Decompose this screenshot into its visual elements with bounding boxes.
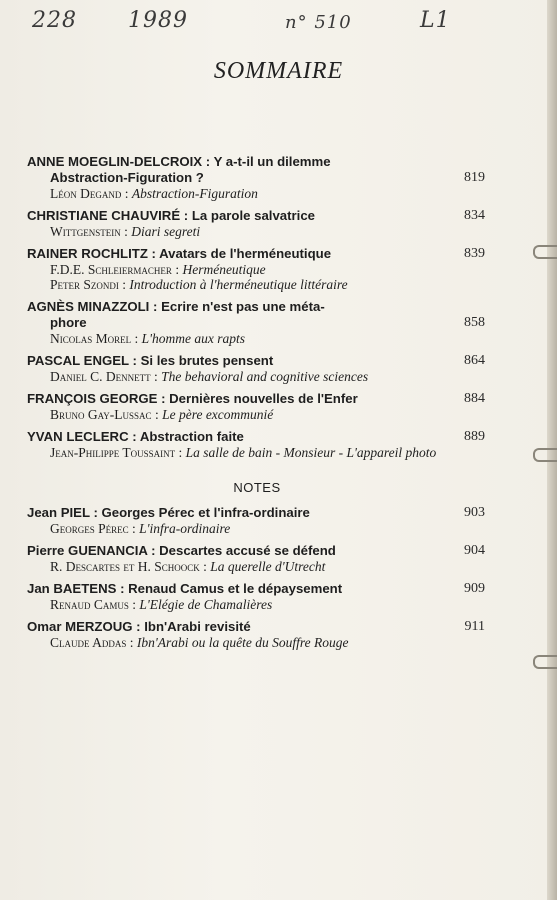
- toc-entry: [27, 505, 487, 536]
- page-number: 911: [464, 619, 485, 634]
- work-title: La salle de bain - Monsieur - L'appareil photo: [185, 445, 437, 460]
- page-number: 884: [464, 391, 485, 406]
- separator: :: [120, 224, 132, 239]
- binding-staple: [533, 245, 557, 259]
- work-author: Claude Addas: [50, 635, 127, 650]
- toc-entry: [27, 246, 487, 292]
- reviewed-work: [27, 224, 487, 239]
- work-author: Wittgenstein: [50, 224, 121, 239]
- work-title: La querelle d'Utrecht: [210, 559, 326, 574]
- separator: :: [128, 521, 140, 536]
- reviewed-work: [27, 445, 487, 460]
- work-author: F.D.E. Schleiermacher: [50, 262, 172, 277]
- page-title: SOMMAIRE: [213, 58, 344, 84]
- entry-title: Omar MERZOUG : Ibn'Arabi revisité: [27, 619, 251, 634]
- work-author: Daniel C. Dennett: [50, 369, 151, 384]
- toc-entry: [27, 353, 487, 384]
- toc-entry: [27, 299, 487, 346]
- separator: :: [175, 445, 186, 460]
- table-of-contents: [27, 154, 487, 657]
- separator: :: [151, 407, 163, 422]
- handwritten-number: 228: [32, 8, 77, 33]
- toc-entry: [27, 543, 487, 574]
- work-title: Ibn'Arabi ou la quête du Souffre Rouge: [136, 635, 349, 650]
- work-title: L'Elégie de Chamalières: [139, 597, 273, 612]
- entry-title: YVAN LECLERC : Abstraction faite: [27, 429, 244, 444]
- page-number: 858: [464, 315, 485, 330]
- reviewed-work: [27, 369, 487, 384]
- work-author: Jean-Philippe Toussaint: [50, 445, 176, 460]
- work-author: R. Descartes et H. Schoock: [50, 559, 200, 574]
- work-author: Nicolas Morel: [50, 331, 132, 346]
- work-title: L'homme aux rapts: [141, 331, 246, 346]
- entry-title-continued: Abstraction-Figuration ?: [50, 170, 204, 185]
- binding-staple: [533, 448, 557, 462]
- toc-entry: [27, 154, 487, 201]
- entry-title: FRANÇOIS GEORGE : Dernières nouvelles de l'Enfer: [27, 391, 358, 406]
- entry-title: CHRISTIANE CHAUVIRÉ : La parole salvatrice: [27, 208, 316, 223]
- entry-title: Jan BAETENS : Renaud Camus et le dépaysement: [27, 581, 343, 596]
- page-number: 903: [464, 505, 485, 520]
- work-author: Georges Pérec: [50, 521, 129, 536]
- work-title: Le père excommunié: [162, 407, 274, 422]
- toc-entry: [27, 619, 487, 650]
- entry-title: Pierre GUENANCIA : Descartes accusé se défend: [27, 543, 336, 558]
- toc-entry: [27, 429, 487, 460]
- separator: :: [118, 277, 130, 292]
- separator: :: [150, 369, 162, 384]
- work-author: Bruno Gay-Lussac: [50, 407, 152, 422]
- work-title: Introduction à l'herméneutique littéraire: [129, 277, 348, 292]
- reviewed-work: [27, 277, 487, 292]
- reviewed-work: [27, 521, 487, 536]
- separator: :: [199, 559, 211, 574]
- entry-title: AGNÈS MINAZZOLI : Ecrire n'est pas une méta-: [27, 299, 325, 314]
- page-number: 819: [464, 170, 485, 185]
- entry-title-continued: phore: [50, 315, 87, 330]
- notes-list: [27, 505, 487, 650]
- reviewed-work: [27, 186, 487, 201]
- entry-title: Jean PIEL : Georges Pérec et l'infra-ordinaire: [27, 505, 310, 520]
- page-number: 839: [464, 246, 485, 261]
- work-author: Peter Szondi: [50, 277, 119, 292]
- binding-staple: [533, 655, 557, 669]
- entry-title: RAINER ROCHLITZ : Avatars de l'herméneutique: [27, 246, 332, 261]
- work-title: L'infra-ordinaire: [139, 521, 231, 536]
- page-number: 864: [464, 353, 485, 368]
- work-title: Herméneutique: [182, 262, 266, 277]
- page-number: 834: [464, 208, 485, 223]
- toc-entry: [27, 208, 487, 239]
- separator: :: [128, 597, 140, 612]
- reviewed-work: [27, 635, 487, 650]
- toc-entry: [27, 581, 487, 612]
- reviewed-work: [27, 559, 487, 574]
- handwritten-year: 1989: [128, 8, 188, 33]
- reviewed-work: [27, 331, 487, 346]
- reviewed-work: [27, 597, 487, 612]
- work-title: Diari segreti: [131, 224, 201, 239]
- reviewed-work: [27, 407, 487, 422]
- reviewed-work: [27, 262, 487, 277]
- separator: :: [121, 186, 132, 201]
- handwritten-mark: L1: [420, 8, 451, 33]
- separator: :: [131, 331, 142, 346]
- notes-heading: NOTES: [233, 480, 281, 495]
- page-number: 904: [464, 543, 485, 558]
- work-title: The behavioral and cognitive sciences: [161, 369, 369, 384]
- separator: :: [126, 635, 137, 650]
- entry-title: ANNE MOEGLIN-DELCROIX : Y a-t-il un dilemme: [27, 154, 331, 169]
- separator: :: [171, 262, 183, 277]
- toc-entry: [27, 391, 487, 422]
- article-list: [27, 154, 487, 460]
- page-number: 889: [464, 429, 485, 444]
- page-number: 909: [464, 581, 485, 596]
- entry-title: PASCAL ENGEL : Si les brutes pensent: [27, 353, 274, 368]
- work-author: Renaud Camus: [50, 597, 129, 612]
- handwritten-issue: n° 510: [285, 12, 352, 33]
- work-author: Léon Degand: [50, 186, 122, 201]
- work-title: Abstraction-Figuration: [131, 186, 258, 201]
